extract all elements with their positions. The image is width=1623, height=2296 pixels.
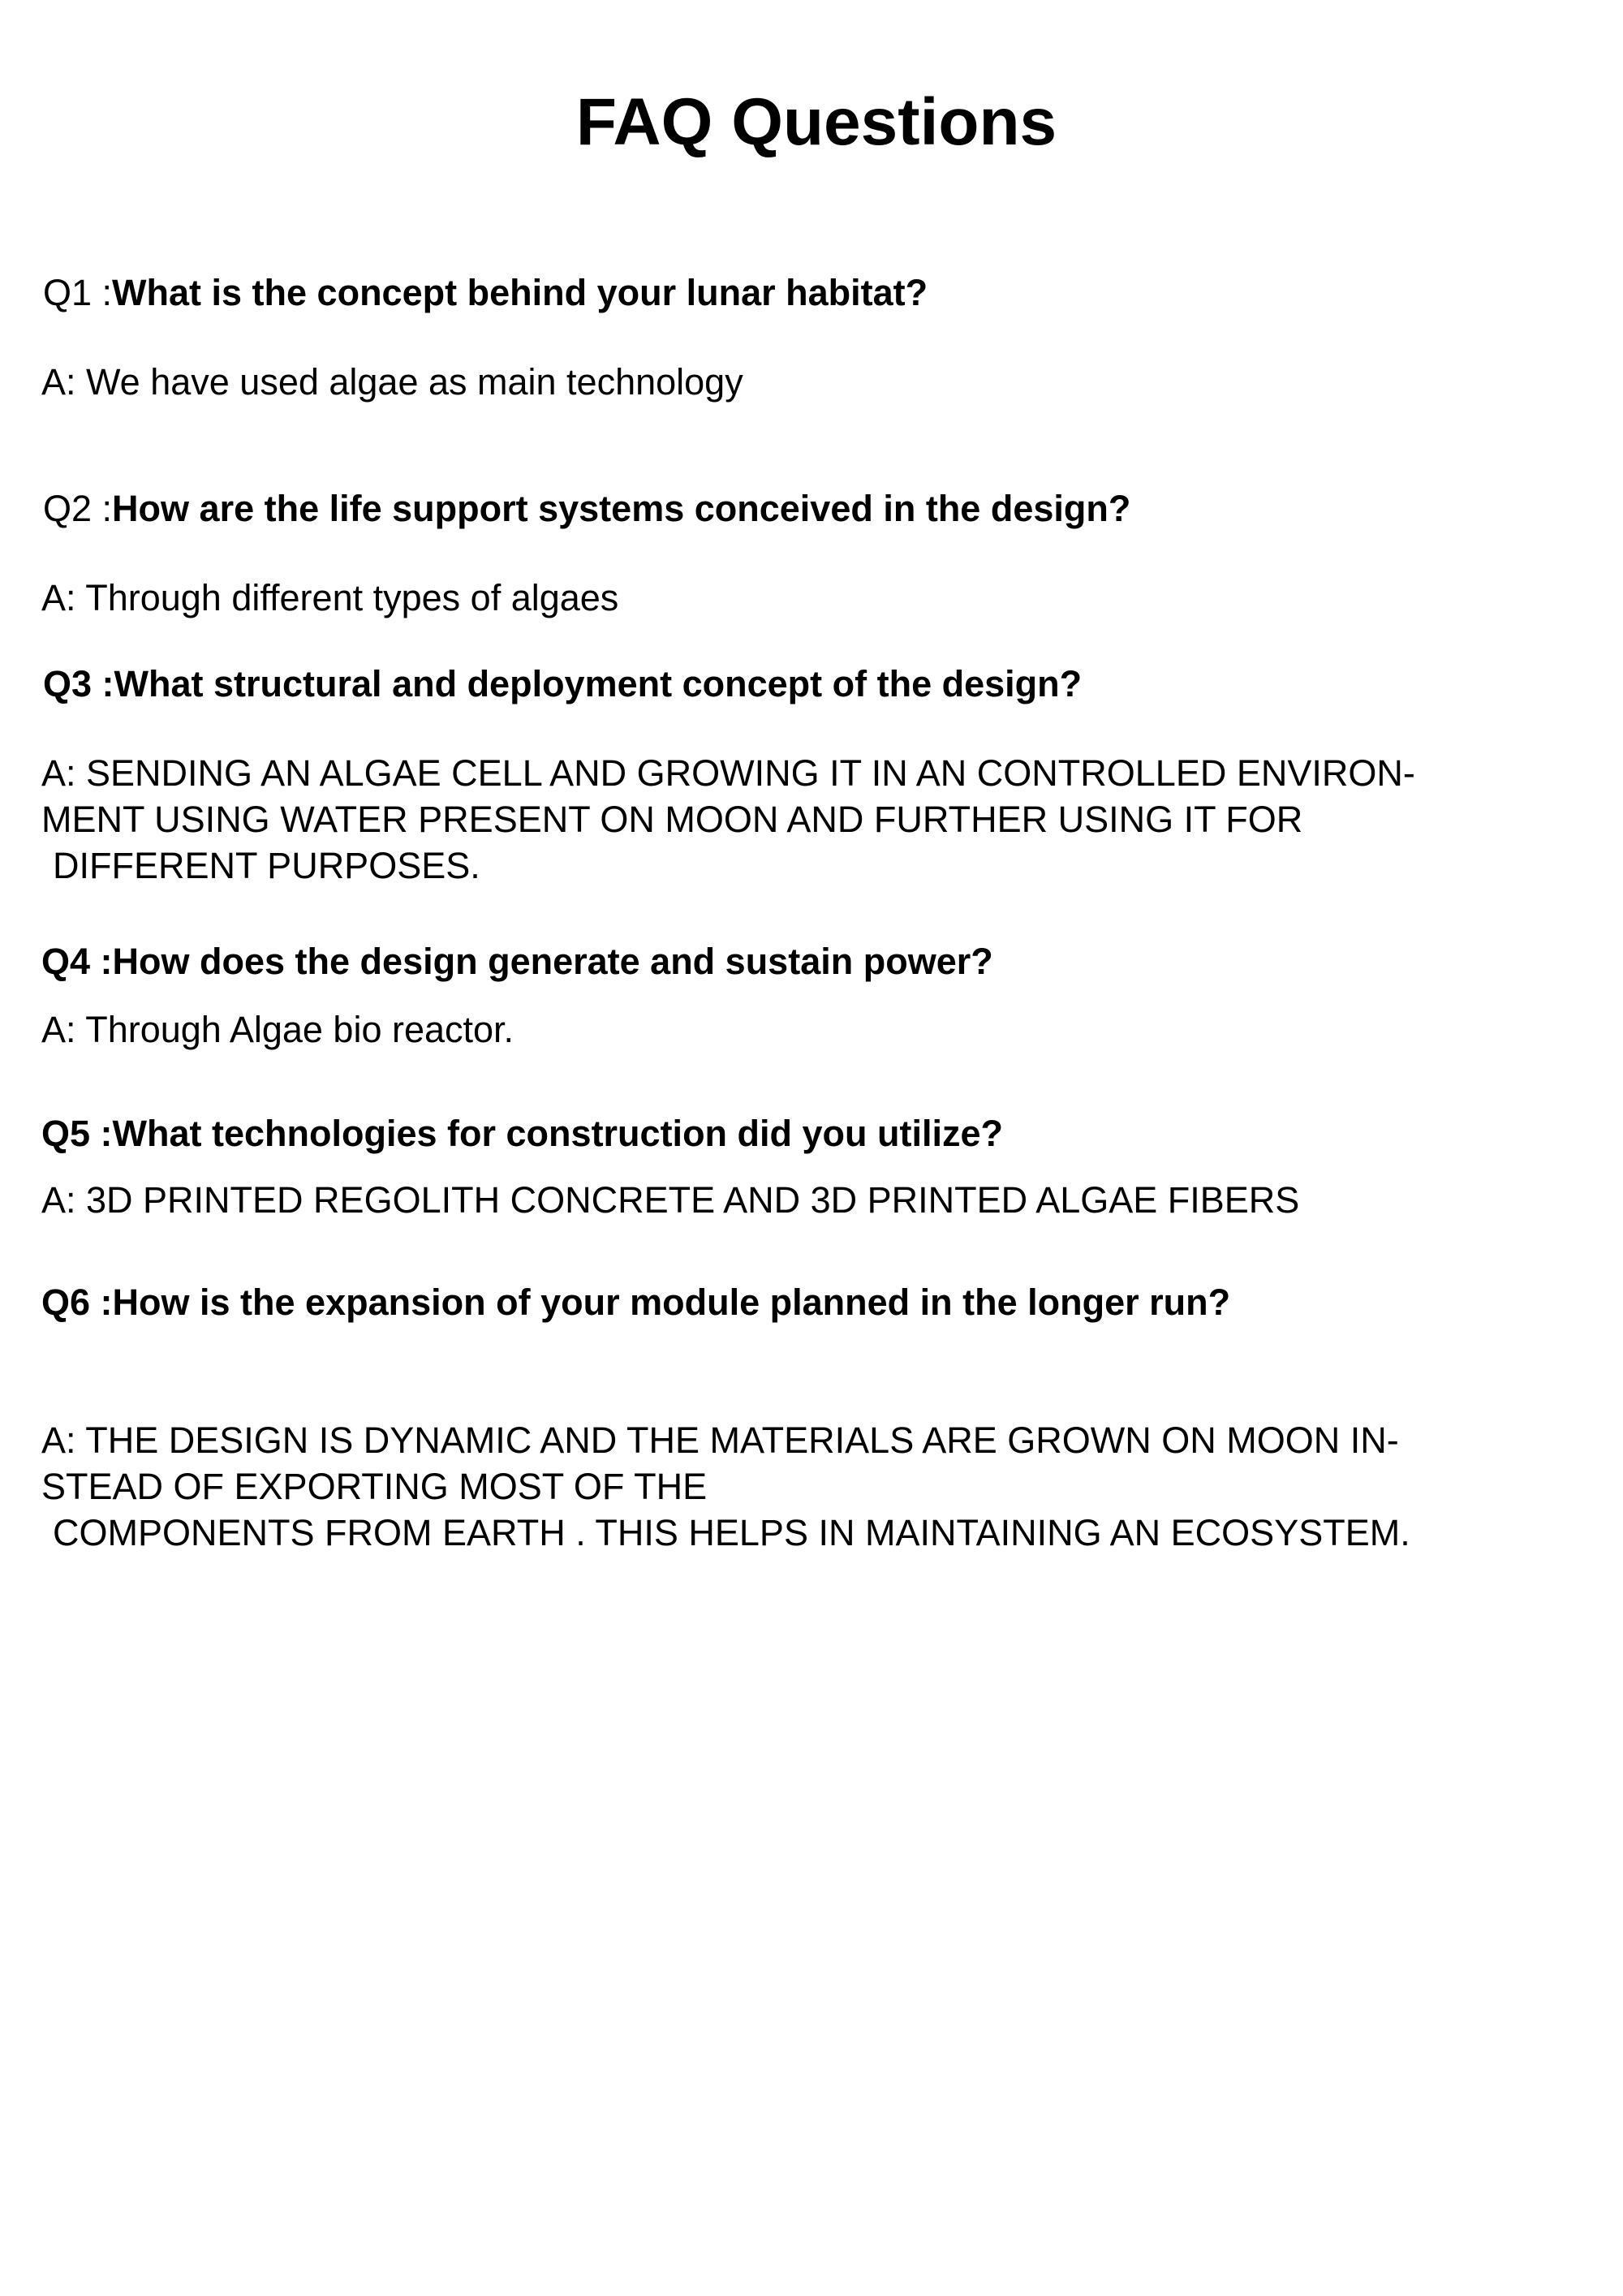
question-label: Q3 :	[43, 663, 114, 704]
faq-answer-6-line-2: STEAD OF EXPORTING MOST OF THE	[41, 1466, 708, 1507]
faq-question-6	[41, 1279, 1230, 1325]
question-text: What structural and deployment concept of the design?	[114, 663, 1083, 704]
faq-question-2	[43, 485, 1130, 532]
faq-answer-3-line-3: DIFFERENT PURPOSES.	[53, 845, 480, 886]
faq-answer-1: A: We have used algae as main technology	[41, 361, 743, 403]
question-text: How does the design generate and sustain power?	[112, 941, 993, 982]
faq-answer-3-line-2: MENT USING WATER PRESENT ON MOON AND FURTHER USING IT FOR	[41, 799, 1303, 840]
question-label: Q2 :	[43, 488, 113, 529]
faq-question-5	[41, 1110, 1003, 1157]
question-text: What is the concept behind your lunar habitat?	[112, 272, 928, 313]
faq-answer-3-line-1: A: SENDING AN ALGAE CELL AND GROWING IT IN AN CONTROLLED ENVIRON-	[41, 752, 1415, 794]
faq-question-3	[43, 661, 1082, 707]
question-label: Q5 :	[41, 1113, 113, 1154]
faq-question-4	[41, 938, 993, 984]
question-text: What technologies for construction did you utilize?	[112, 1113, 1004, 1154]
faq-answer-6-line-1: A: THE DESIGN IS DYNAMIC AND THE MATERIALS ARE GROWN ON MOON IN-	[41, 1419, 1399, 1461]
question-label: Q4 :	[41, 941, 113, 982]
faq-answer-4: A: Through Algae bio reactor.	[41, 1009, 514, 1050]
question-label: Q6 :	[41, 1282, 113, 1323]
faq-answer-2: A: Through different types of algaes	[41, 577, 619, 618]
faq-question-1	[43, 269, 928, 316]
question-text: How are the life support systems conceived in the design?	[112, 488, 1131, 529]
page-title: FAQ Questions	[575, 85, 1057, 159]
faq-answer-6-line-3: COMPONENTS FROM EARTH . THIS HELPS IN MAINTAINING AN ECOSYSTEM.	[53, 1512, 1410, 1553]
question-text: How is the expansion of your module planned in the longer run?	[112, 1282, 1231, 1323]
question-label: Q1 :	[43, 272, 113, 313]
faq-answer-5: A: 3D PRINTED REGOLITH CONCRETE AND 3D PRINTED ALGAE FIBERS	[41, 1179, 1300, 1221]
